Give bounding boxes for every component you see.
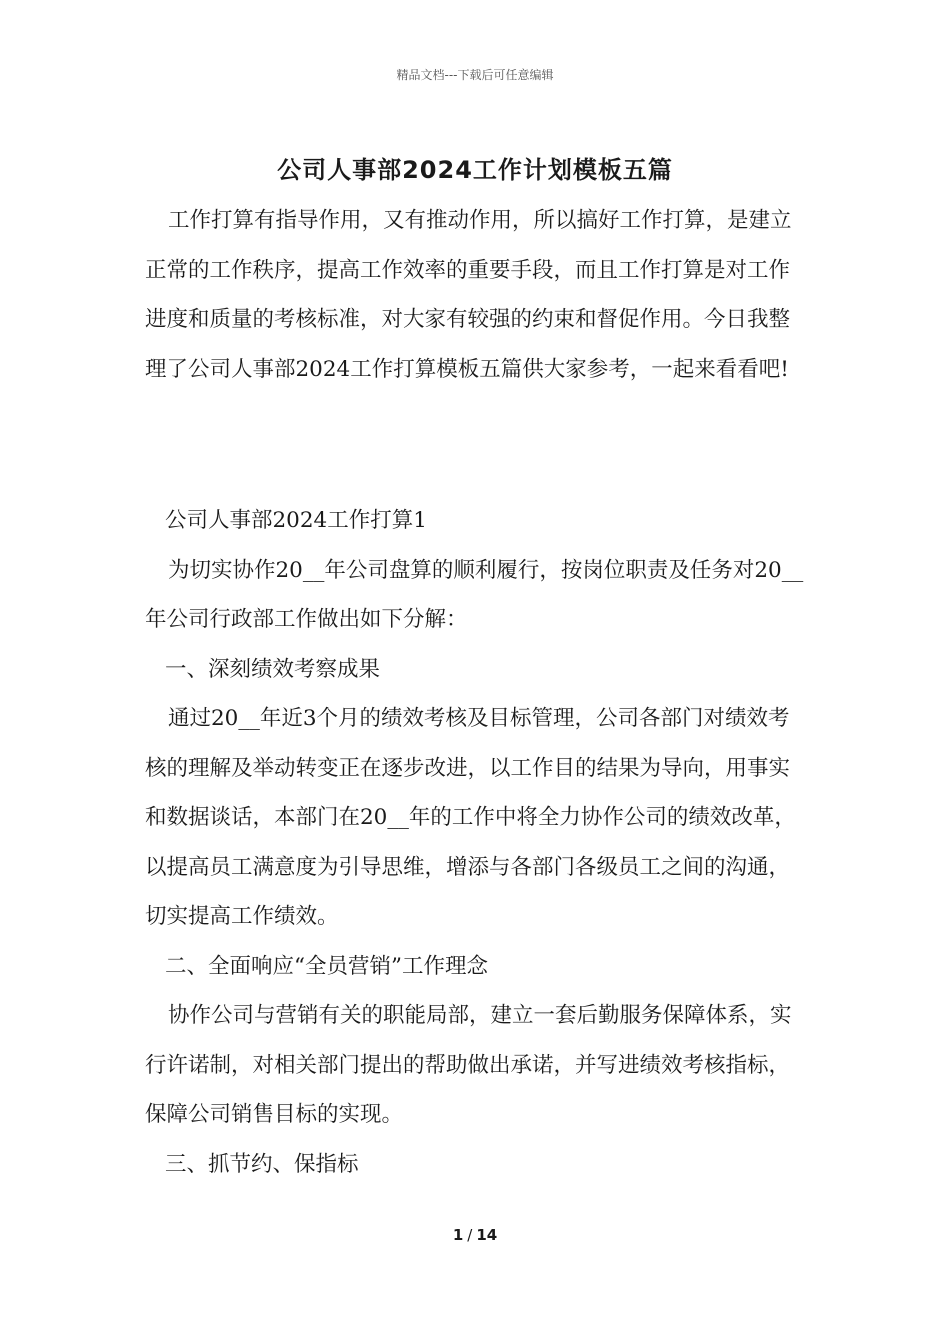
page-separator: /: [467, 1226, 473, 1244]
current-page: 1: [452, 1226, 464, 1244]
section-1-paragraph: 为切实协作20__年公司盘算的顺利履行，按岗位职责及任务对20__年公司行政部工作做出如下分解：: [145, 557, 804, 632]
item-2-heading: 二、全面响应“全员营销”工作理念: [165, 953, 488, 979]
page-number: [0, 1226, 950, 1244]
total-pages: 14: [476, 1226, 498, 1244]
document-title: 公司人事部2024工作计划模板五篇: [277, 156, 673, 184]
item-1-heading: 一、深刻绩效考察成果: [165, 656, 381, 682]
page-header-note: 精品文档---下载后可任意编辑: [396, 68, 554, 82]
section-1-heading: 公司人事部2024工作打算1: [165, 508, 427, 533]
intro-block: [145, 196, 810, 394]
item-1-paragraph: 通过20__年近3个月的绩效考核及目标管理，公司各部门对绩效考核的理解及举动转变正在逐步改进，以工作目的结果为导向，用事实和数据谈话，本部门在20__年的工作中将全力协作公司的绩效改革，以提高员工满意度为引导思维，增添与各部门各级员工之间的沟通，切实提高工作绩效。: [145, 706, 796, 929]
intro-paragraph: 工作打算有指导作用，又有推动作用，所以搞好工作打算，是建立正常的工作秩序，提高工作效率的重要手段，而且工作打算是对工作进度和质量的考核标准，对大家有较强的约束和督促作用。今日我整理了公司人事部2024工作打算模板五篇供大家参考，一起来看看吧!: [145, 208, 792, 382]
section-1: [145, 496, 810, 1189]
item-2-paragraph: 协作公司与营销有关的职能局部，建立一套后勤服务保障体系，实行许诺制，对相关部门提出的帮助做出承诺，并写进绩效考核指标，保障公司销售目标的实现。: [145, 1003, 792, 1127]
item-3-heading: 三、抓节约、保指标: [165, 1151, 359, 1177]
